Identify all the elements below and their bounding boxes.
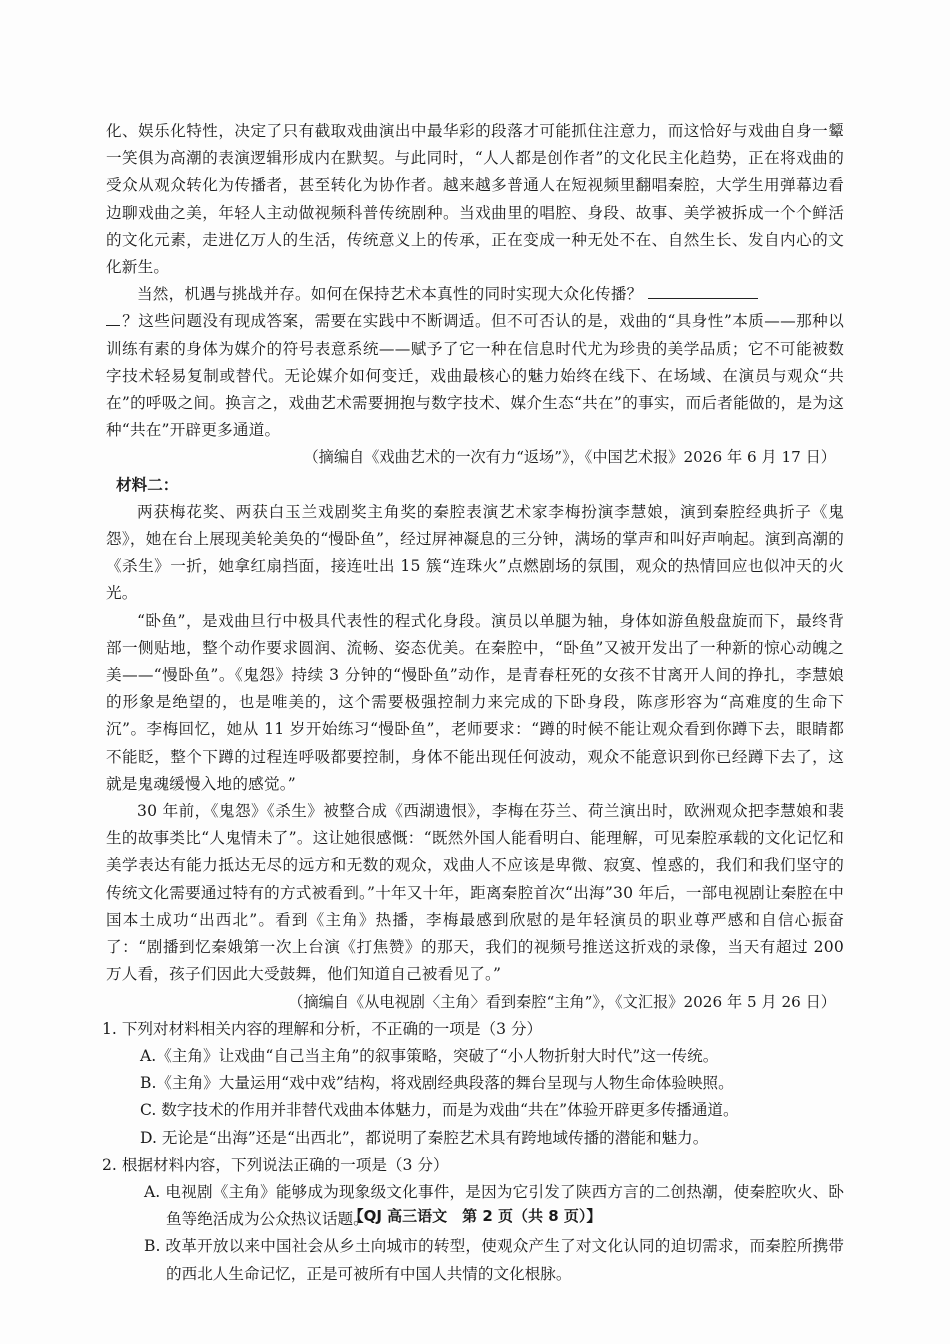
question-1-option-d[interactable]: D. 无论是“出海”还是“出西北”，都说明了秦腔艺术具有跨地域传播的潜能和魅力。 bbox=[140, 1128, 709, 1147]
material1-paragraph-2-rest: ？这些问题没有现成答案，需要在实践中不断调适。但不可否认的是，戏曲的“具身性”本质——那种以训练有素的身体为媒介的符号表意系统——赋予了它一种在信息时代尤为珍贵的美学品质；它不可能被数字技术轻易复制或替代。无论媒介如何变迁，戏曲最核心的魅力始终在线下、在场域、在演员与观众“共在”的呼吸之间。换言之，戏曲艺术需要拥抱与数字技术、媒介生态“共在”的事实，而后者能做的，是为这种“共在”开辟更多通道。 bbox=[106, 312, 844, 440]
question-1-option-b[interactable]: B.《主角》大量运用“戏中戏”结构，将戏剧经典段落的舞台呈现与人物生命体验映照。 bbox=[140, 1074, 734, 1093]
question-1-stem: 1. 下列对材料相关内容的理解和分析，不正确的一项是（3 分） bbox=[102, 1019, 543, 1038]
material1-source: （摘编自《戏曲艺术的一次有力“返场”》，《中国艺术报》2026 年 6 月 17 日） bbox=[303, 448, 836, 467]
question-1-option-c[interactable]: C. 数字技术的作用并非替代戏曲本体魅力，而是为戏曲“共在”体验开辟更多传播通道。 bbox=[140, 1101, 739, 1120]
question-1-option-a[interactable]: A.《主角》让戏曲“自己当主角”的叙事策略，突破了“小人物折射大时代”这一传统。 bbox=[140, 1046, 719, 1065]
material1-paragraph-2 bbox=[106, 281, 844, 444]
page-footer: 【QJ 高三语文 第 2 页（共 8 页）】 bbox=[348, 1207, 602, 1225]
fill-in-blank-line-end bbox=[106, 310, 120, 326]
material2-source: （摘编自《从电视剧〈主角〉看到秦腔“主角”》，《文汇报》2026 年 5 月 26 日） bbox=[288, 992, 836, 1011]
question-2-stem: 2. 根据材料内容，下列说法正确的一项是（3 分） bbox=[102, 1155, 449, 1174]
fill-in-blank-line bbox=[648, 283, 758, 299]
material1-paragraph-1: 化、娱乐化特性，决定了只有截取戏曲演出中最华彩的段落才可能抓住注意力，而这恰好与戏曲自身一颦一笑俱为高潮的表演逻辑形成内在默契。与此同时，“人人都是创作者”的文化民主化趋势，正在将戏曲的受众从观众转化为传播者，甚至转化为协作者。越来越多普通人在短视频里翻唱秦腔，大学生用弹幕边看边聊戏曲之美，年轻人主动做视频科普传统剧种。当戏曲里的唱腔、身段、故事、美学被拆成一个个鲜活的文化元素，走进亿万人的生活，传统意义上的传承，正在变成一种无处不在、自然生长、发自内心的文化新生。 bbox=[106, 122, 844, 277]
material2-title: 材料二： bbox=[116, 475, 179, 494]
material1-paragraph-2-lead: 当然，机遇与挑战并存。如何在保持艺术本真性的同时实现大众化传播？ bbox=[137, 285, 643, 304]
question-2-option-b[interactable]: B. 改革开放以来中国社会从乡土向城市的转型，使观众产生了对文化认同的迫切需求，而秦腔所携带的西北人生命记忆，正是可被所有中国人共情的文化根脉。 bbox=[144, 1237, 844, 1283]
material2-paragraph-1: 两获梅花奖、两获白玉兰戏剧奖主角奖的秦腔表演艺术家李梅扮演李慧娘，演到秦腔经典折子《鬼怨》，她在台上展现美轮美奂的“慢卧鱼”，经过屏神凝息的三分钟，满场的掌声和叫好声响起。演到高潮的《杀生》一折，她拿红扇挡面，接连吐出 15 簇“连珠火”点燃剧场的氛围，观众的热情回应也似冲天的火光。 bbox=[106, 502, 844, 603]
page-content bbox=[102, 118, 844, 1288]
question-2-option-a[interactable]: A. 电视剧《主角》能够成为现象级文化事件，是因为它引发了陕西方言的二创热潮，使秦腔吹火、卧鱼等绝活成为公众热议话题。 bbox=[144, 1182, 844, 1229]
material2-paragraph-2: “卧鱼”，是戏曲旦行中极具代表性的程式化身段。演员以单腿为轴，身体如游鱼般盘旋而下，最终背部一侧贴地，整个动作要求圆润、流畅、姿态优美。在秦腔中，“卧鱼”又被开发出了一种新的惊心动魄之美——“慢卧鱼”。《鬼怨》持续 3 分钟的“慢卧鱼”动作，是青春枉死的女孩不甘离开人间的挣扎，李慧娘的形象是绝望的，也是唯美的，这个需要极强控制力来完成的下卧身段，陈彦形容为“高难度的生命下沉”。李梅回忆，她从 11 岁开始练习“慢卧鱼”，老师要求：“蹲的时候不能让观众看到你蹲下去，眼睛都不能眨，整个下蹲的过程连呼吸都要控制，身体不能出现任何波动，观众不能意识到你已经蹲下去了，这就是鬼魂缓慢入地的感觉。” bbox=[106, 611, 844, 793]
material2-paragraph-3: 30 年前，《鬼怨》《杀生》被整合成《西湖遗恨》，李梅在芬兰、荷兰演出时，欧洲观众把李慧娘和裴生的故事类比“人鬼情未了”。这让她很感慨：“既然外国人能看明白、能理解，可见秦腔承载的文化记忆和美学表达有能力抵达无尽的远方和无数的观众，戏曲人不应该是卑微、寂寞、惶惑的，我们和我们坚守的传统文化需要通过特有的方式被看到。”十年又十年，距离秦腔首次“出海”30 年后，一部电视剧让秦腔在中国本土成功“出西北”。看到《主角》热播，李梅最感到欣慰的是年轻演员的职业尊严感和自信心振奋了：“剧播到忆秦娥第一次上台演《打焦赞》的那天，我们的视频号推送这折戏的录像，当天有超过 200 万人看，孩子们因此大受鼓舞，他们知道自己被看见了。” bbox=[106, 802, 844, 984]
